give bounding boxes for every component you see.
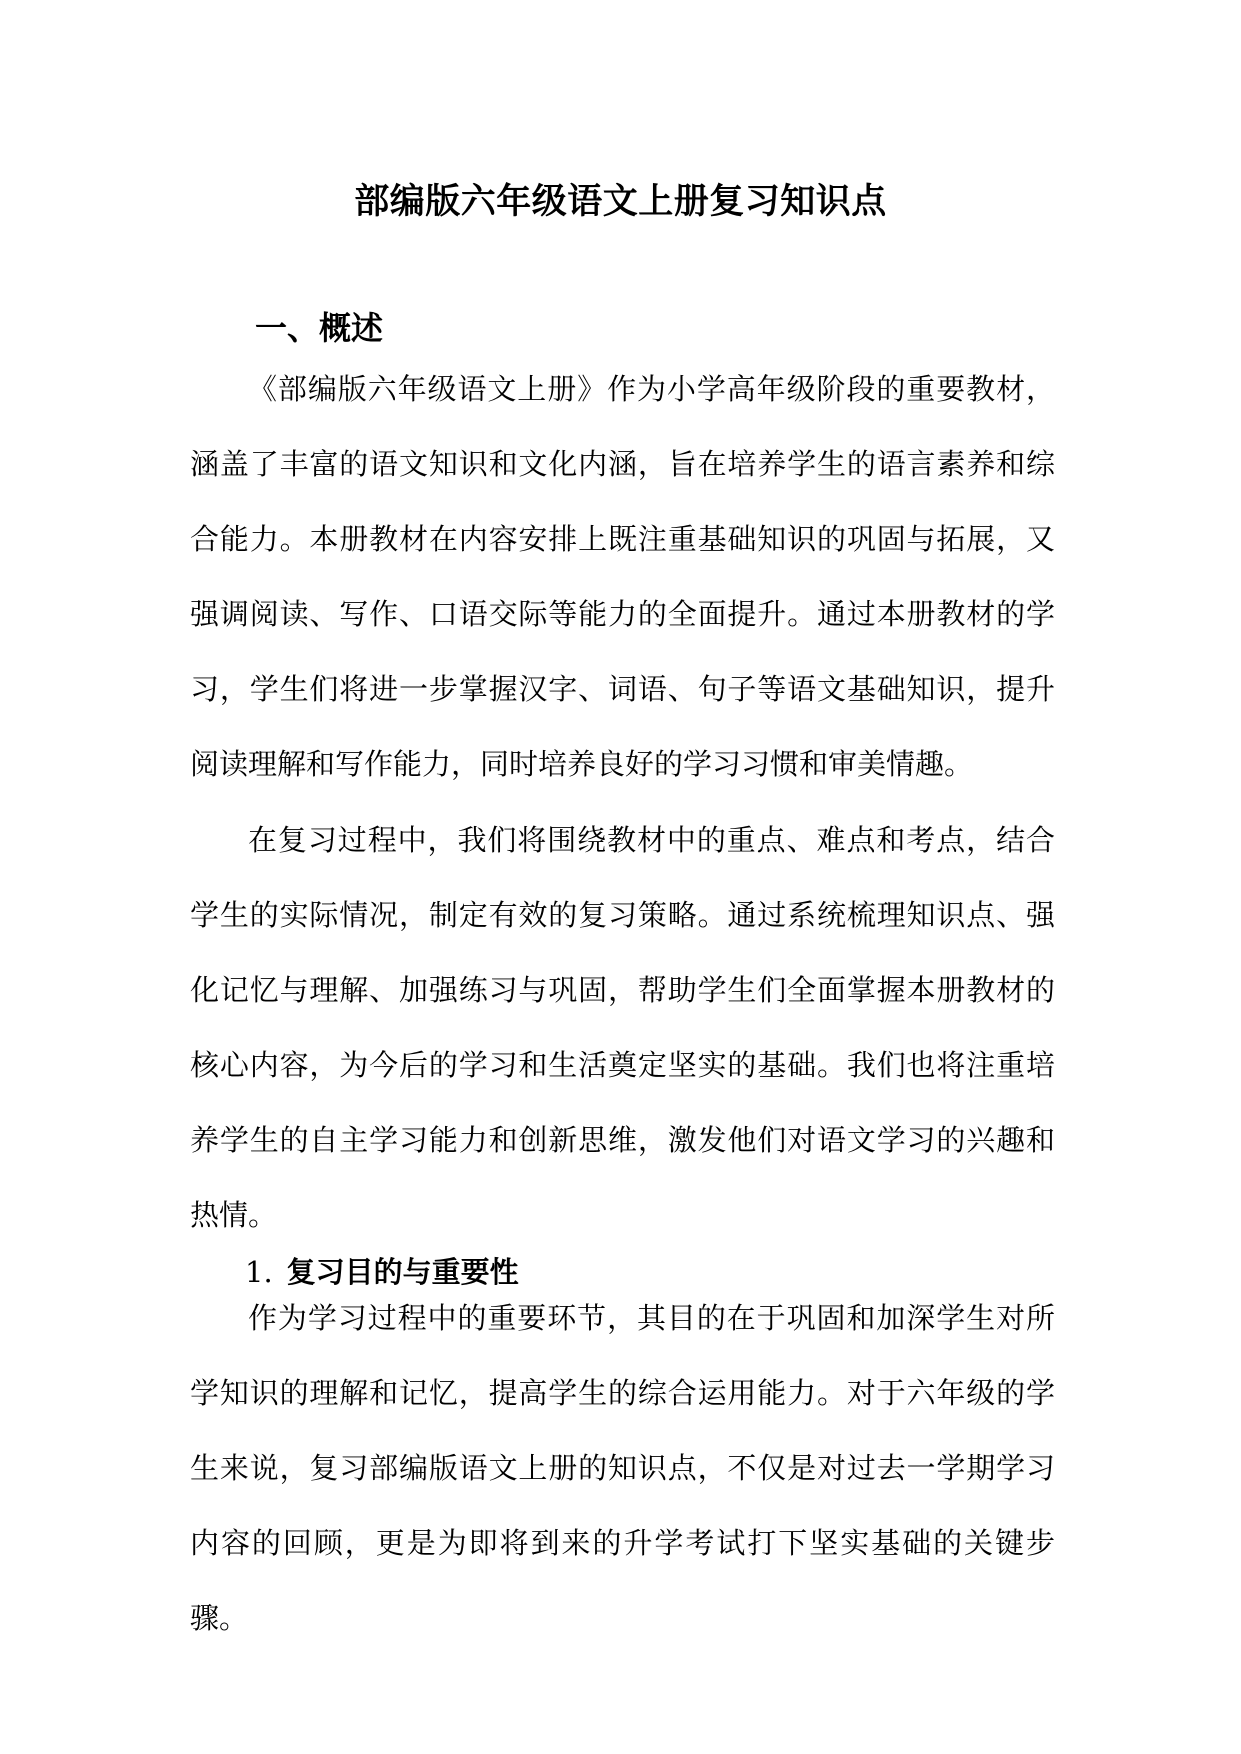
subsection-paragraph: 作为学习过程中的重要环节，其目的在于巩固和加深学生对所学知识的理解和记忆，提高学生的综合运用能力。对于六年级的学生来说，复习部编版语文上册的知识点，不仅是对过去一学期学习内容的回顾，更是为即将到来的升学考试打下坚实基础的关键步骤。	[190, 1301, 1055, 1635]
subsection-number: 1.	[245, 1255, 273, 1289]
document-title: 部编版六年级语文上册复习知识点	[354, 181, 887, 223]
overview-paragraph-1: 《部编版六年级语文上册》作为小学高年级阶段的重要教材，涵盖了丰富的语文知识和文化内涵，旨在培养学生的语言素养和综合能力。本册教材在内容安排上既注重基础知识的巩固与拓展，又强调阅读、写作、口语交际等能力的全面提升。通过本册教材的学习，学生们将进一步掌握汉字、词语、句子等语文基础知识，提升阅读理解和写作能力，同时培养良好的学习习惯和审美情趣。	[190, 372, 1055, 781]
overview-paragraph-2: 在复习过程中，我们将围绕教材中的重点、难点和考点，结合学生的实际情况，制定有效的复习策略。通过系统梳理知识点、强化记忆与理解、加强练习与巩固，帮助学生们全面掌握本册教材的核心内容，为今后的学习和生活奠定坚实的基础。我们也将注重培养学生的自主学习能力和创新思维，激发他们对语文学习的兴趣和热情。	[190, 823, 1055, 1232]
subsection-title: 复习目的与重要性	[286, 1255, 519, 1289]
section-heading-overview: 一、概述	[255, 308, 384, 347]
